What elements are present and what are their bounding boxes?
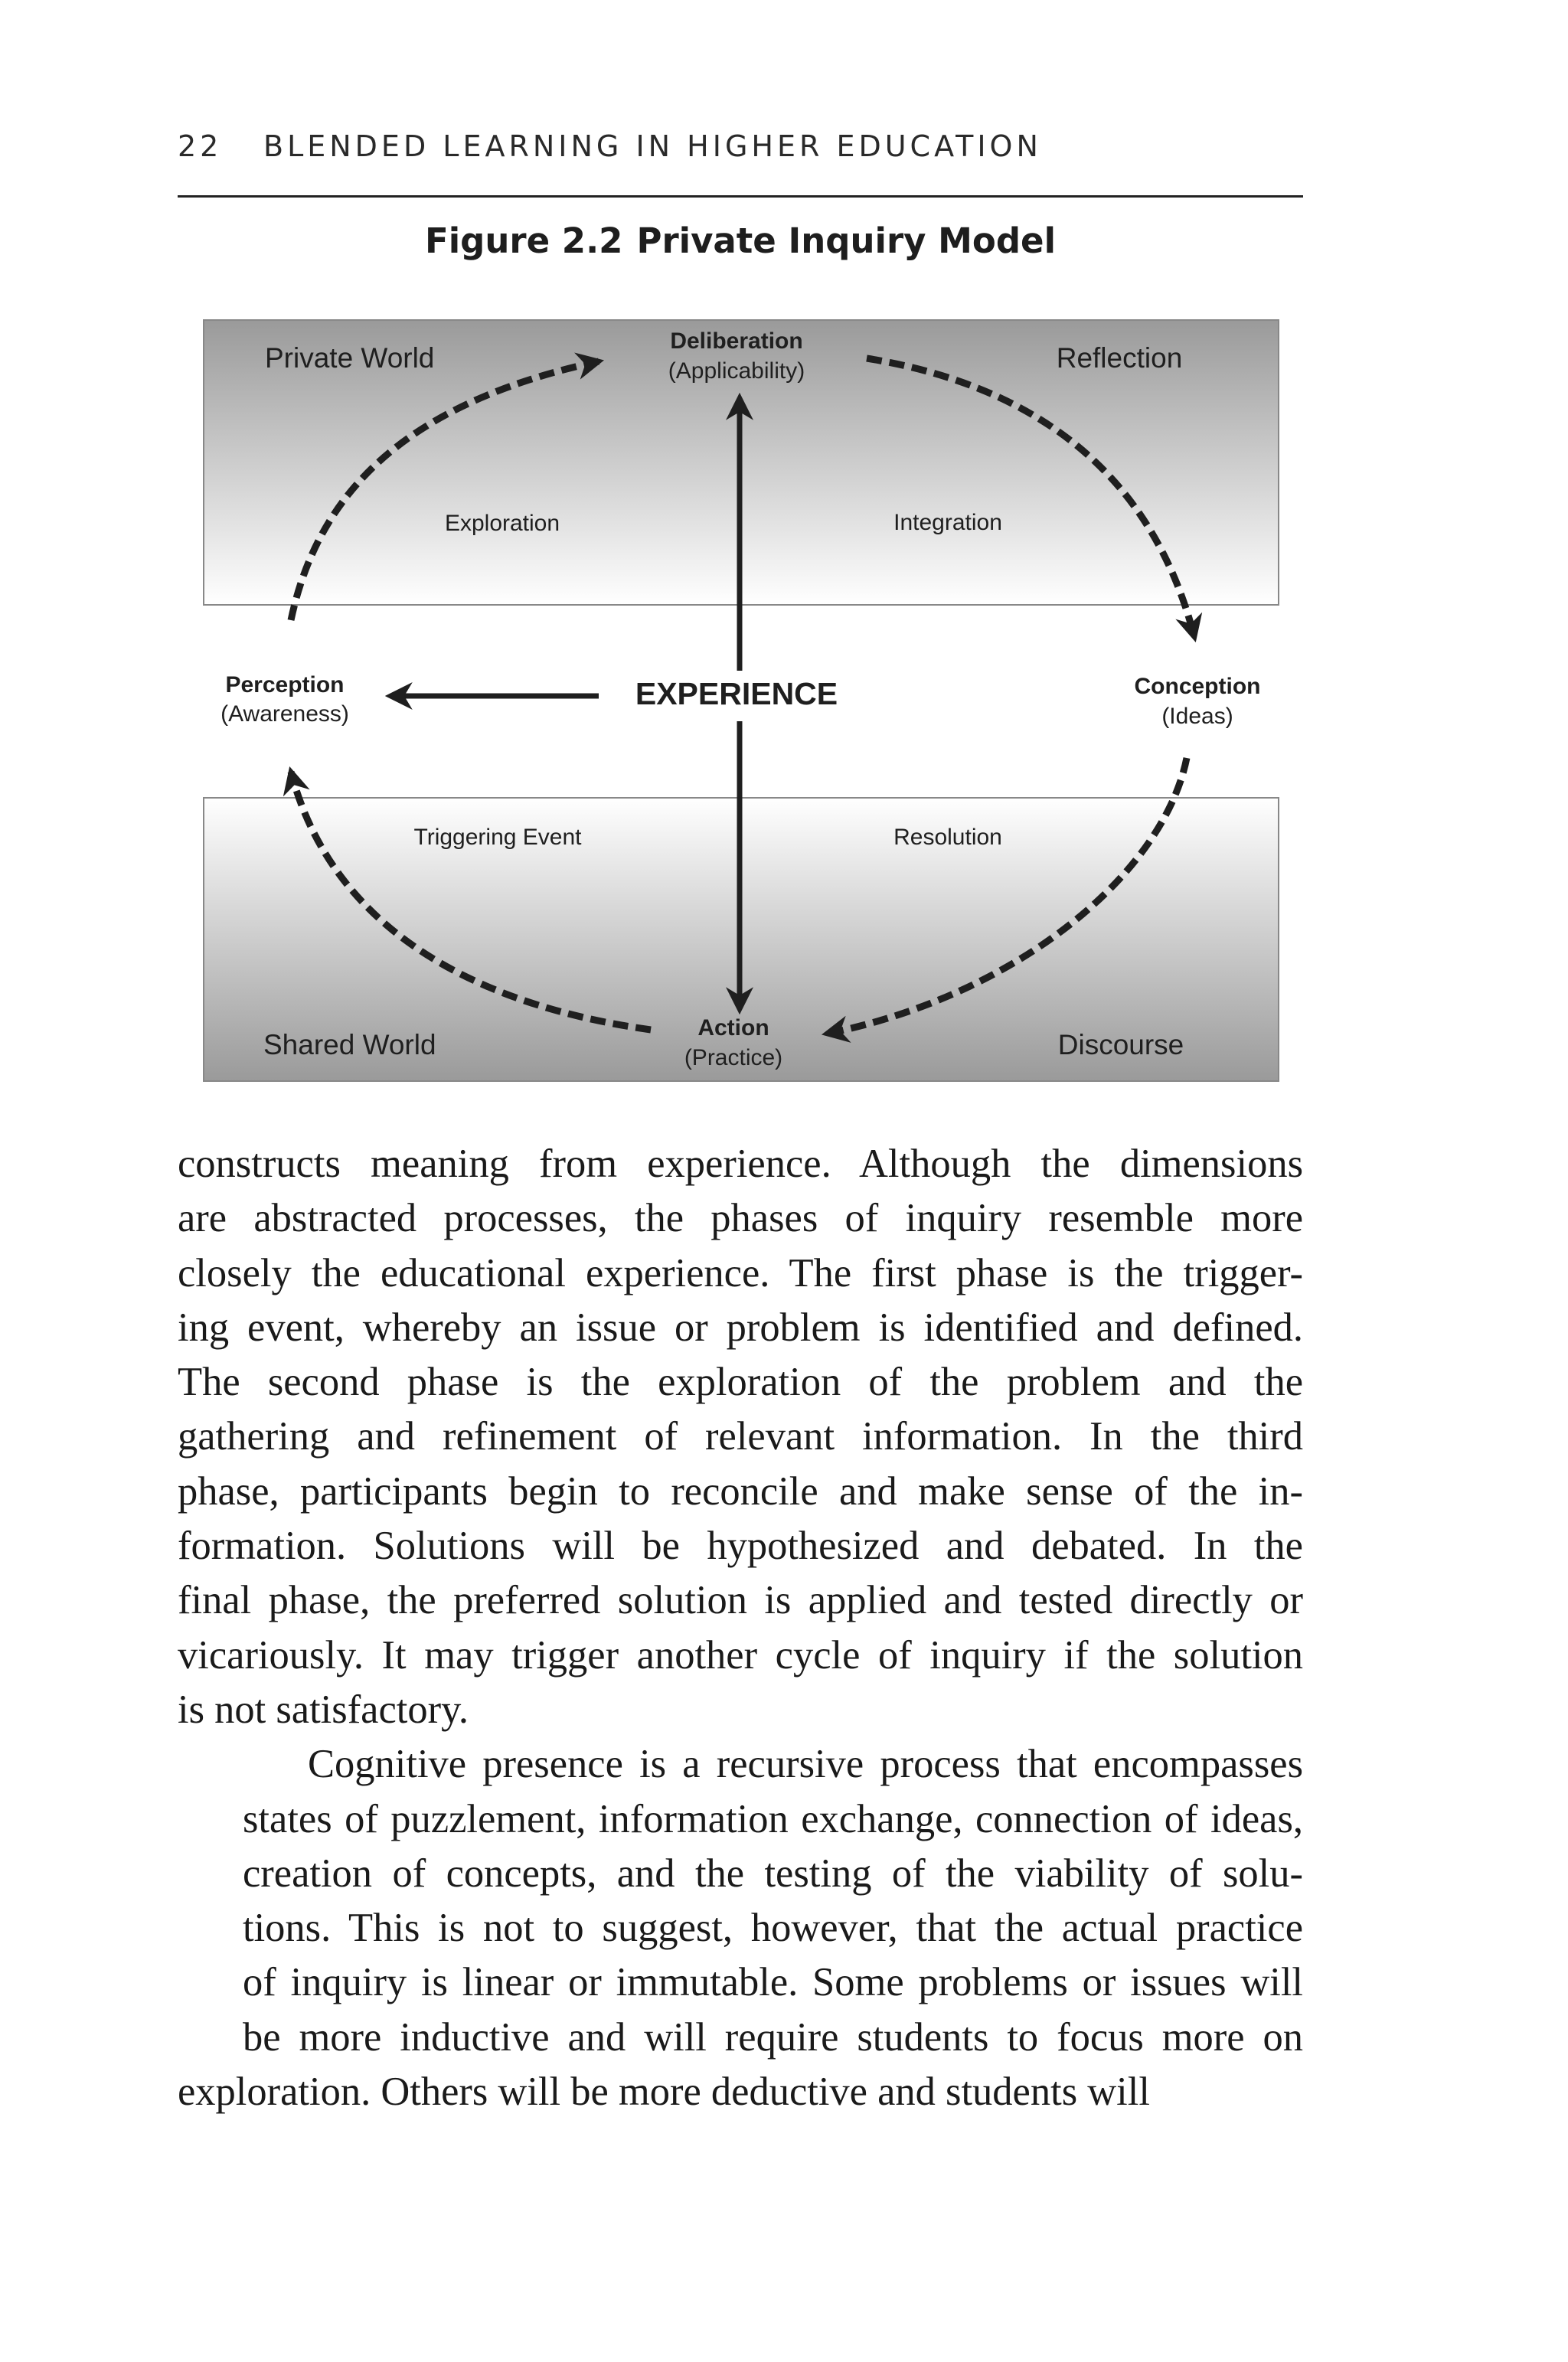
text-line: constructs meaning from experience. Although the dimensions xyxy=(178,1142,1303,1186)
node-perception-subtitle: (Awareness) xyxy=(220,701,349,727)
text-line: of inquiry is linear or immutable. Some problems or issues will xyxy=(243,1960,1303,2005)
body-text xyxy=(178,1137,1303,2119)
text-line: Cognitive presence is a recursive process that encompasses xyxy=(308,1742,1303,1787)
text-line: The second phase is the exploration of the problem and the xyxy=(178,1360,1303,1405)
inquiry-model-diagram xyxy=(0,0,1568,1125)
region-shared-world: Shared World xyxy=(263,1029,436,1060)
node-deliberation-title: Deliberation xyxy=(670,328,803,354)
text-line: vicariously. It may trigger another cycle of inquiry if the solution xyxy=(178,1632,1303,1678)
paragraph-1 xyxy=(178,1137,1303,1737)
node-action-title: Action xyxy=(697,1015,769,1041)
text-line: states of puzzlement, information exchange, connection of ideas, xyxy=(243,1796,1303,1841)
text-line: formation. Solutions will be hypothesized and debated. In the xyxy=(178,1524,1303,1569)
text-line: ing event, whereby an issue or problem is identified and defined. xyxy=(178,1305,1303,1350)
text-line: is not satisfactory. xyxy=(178,1687,469,1732)
text-line: creation of concepts, and the testing of the viability of solu- xyxy=(243,1851,1303,1896)
phase-integration: Integration xyxy=(893,510,1002,535)
text-line: final phase, the preferred solution is applied and tested directly or xyxy=(178,1578,1303,1623)
phase-exploration: Exploration xyxy=(444,511,560,536)
node-action-subtitle: (Practice) xyxy=(684,1045,783,1070)
node-conception-subtitle: (Ideas) xyxy=(1161,704,1233,729)
node-perception-title: Perception xyxy=(225,672,345,697)
text-line: be more inductive and will require students to focus more on xyxy=(243,2014,1303,2060)
text-line: phase, participants begin to reconcile and make sense of the in- xyxy=(178,1468,1303,1514)
region-reflection: Reflection xyxy=(1056,342,1183,374)
text-line: are abstracted processes, the phases of inquiry resemble more xyxy=(178,1196,1303,1241)
figure-title: Private Inquiry Model xyxy=(636,221,1056,261)
text-line: exploration. Others will be more deductive and students will xyxy=(178,2070,1150,2115)
text-line: tions. This is not to suggest, however, that the actual practice xyxy=(243,1906,1303,1951)
phase-resolution: Resolution xyxy=(893,825,1002,850)
node-conception-title: Conception xyxy=(1134,674,1261,699)
figure-label: Figure 2.2 xyxy=(424,221,623,261)
text-line: gathering and refinement of relevant information. In the third xyxy=(178,1414,1303,1459)
paragraph-2 xyxy=(178,1737,1303,2119)
node-deliberation-subtitle: (Applicability) xyxy=(668,358,805,384)
region-private-world: Private World xyxy=(265,342,435,374)
center-experience: EXPERIENCE xyxy=(635,676,838,711)
page-number: 22 xyxy=(178,129,223,163)
text-line: closely the educational experience. The first phase is the trigger- xyxy=(178,1250,1303,1295)
region-discourse: Discourse xyxy=(1057,1029,1184,1060)
phase-triggering-event: Triggering Event xyxy=(413,825,582,850)
book-title: BLENDED LEARNING IN HIGHER EDUCATION xyxy=(263,129,1042,163)
